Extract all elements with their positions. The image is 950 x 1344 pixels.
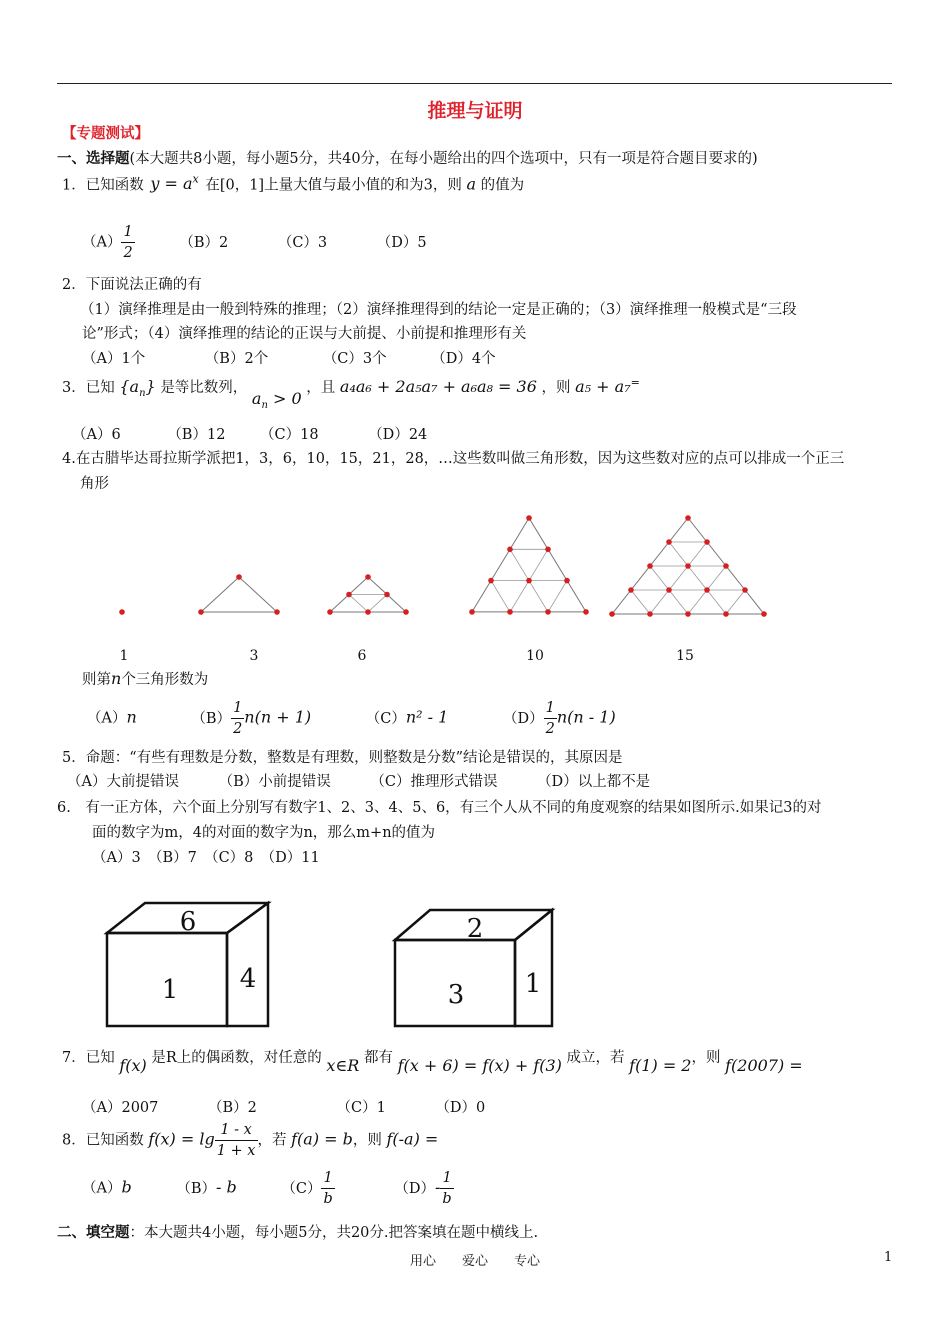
q3-t2: ，且 [306,380,336,396]
triangle-dot [274,609,280,615]
cube-1-front-number: 1 [161,975,179,1005]
q3-seq-close: } [145,377,156,396]
triangle-lattice-line [368,595,387,613]
q7-t3: 成立，若 [566,1050,625,1066]
triangle-labels [120,648,694,664]
q2-options [82,347,496,368]
q8-option-d-sign: - [435,1177,441,1197]
q3-option-b: （B）12 [167,427,226,443]
q8-d-den: b [442,1191,452,1207]
q1-option-a-frac [121,222,134,263]
q3-seq-a: {a [119,377,140,396]
triangle-lattice-line [669,542,726,614]
q2-option-a: （A）1个 [82,351,146,367]
q3-option-c: （C）18 [260,427,319,443]
triangle-dot [647,563,653,569]
triangle-dot [685,515,691,521]
cube-2-top-number: 2 [466,914,484,944]
q1-options [82,222,427,263]
q4-option-a-expr: n [126,707,137,727]
q1-frac-num: 1 [121,222,134,243]
triangle-dot [365,574,371,580]
q7-t2: 都有 [363,1050,393,1066]
q1-formula [150,174,198,193]
question-7 [62,1046,803,1075]
q5-option-a: （A）大前提错误 [67,774,179,790]
q7-t1: 是R上的偶函数，对任意的 [151,1050,322,1066]
q4-b-den: 2 [233,721,243,737]
triangle-lattice-line [491,581,510,612]
triangle-dot [365,609,371,615]
q8-option-b: （B） [176,1180,216,1197]
q4-line1: 4.在古腊毕达哥拉斯学派把1，3，6，10，15，21，28，…这些数叫做三角形数，因为这些数对应的点可以排成一个正三 [62,451,845,467]
q3-t1: 是等比数列， [160,380,248,396]
q4-d-den: 2 [545,721,555,737]
triangle-dot [704,539,710,545]
q1-frac-den: 2 [123,245,133,261]
q4-option-b: （B） [191,710,232,727]
q6-options: （A）3 （B）7 （C）8 （D）11 [92,850,320,866]
triangle-dot [666,587,672,593]
triangle-outline [472,518,586,612]
triangle-dot [704,587,710,593]
q3-cond-a: a [251,389,262,408]
q4-option-b-frac [231,698,244,739]
dot-triangles [119,515,767,617]
triangular-numbers-figure [0,500,950,670]
q4-ask [82,668,208,689]
q3-cond-rest: > 0 [267,389,302,408]
q1-formula-exp: x [192,173,199,186]
q7-ask: f(2007) = [725,1056,803,1075]
triangle-label-3: 3 [249,648,259,664]
triangle-dot [469,609,475,615]
question-3 [62,376,640,412]
q8-option-b-expr: - b [216,1177,237,1197]
triangle-dot [723,563,729,569]
part2-title: 二、填空题 [57,1224,130,1241]
q2-line1: （1）演绎推理是由一般到特殊的推理；（2）演绎推理得到的结论一定是正确的；（3）演绎推理一般模式是“三段 [80,302,797,318]
q5-option-c: （C）推理形式错误 [370,774,498,790]
cube-figures [0,895,950,1030]
triangle-dot [507,609,513,615]
q1-option-d: （D）5 [376,234,427,251]
q4-options [87,698,616,739]
q8-frac [215,1120,258,1161]
cube-2-side-number: 1 [524,969,542,999]
q2-option-d: （D）4个 [431,351,496,367]
triangle-label-10: 10 [526,648,544,664]
q4-option-a: （A） [87,710,127,727]
q8-lead: 8．已知函数 [62,1132,144,1149]
q7-f: f(x) [119,1056,147,1075]
q3-t3: ，则 [541,380,571,396]
triangle-lattice-line [548,581,567,612]
triangle-lattice-line [349,595,368,613]
triangle-dot [236,574,242,580]
q4-ask-lead: 则第 [82,672,111,688]
q7-lead: 7．已知 [62,1050,115,1066]
q3-ask: a₅ + a₇ [575,377,631,396]
part2-desc: ：本大题共4小题，每小题5分，共20分.把答案填在题中横线上. [129,1225,539,1241]
q3-option-d: （D）24 [368,427,428,443]
q1-option-b: （B）2 [179,234,229,251]
q3-equals: = [630,376,640,390]
q8-option-c-frac [321,1168,334,1209]
q3-cond [251,389,302,412]
q4-ask-var: n [111,669,122,688]
q5-option-b: （B）小前提错误 [218,774,331,790]
q3-options [72,423,427,444]
q7-x: x∈R [326,1056,360,1075]
q3-equation: a₄a₆ + 2a₅a₇ + a₆a₈ = 36 [339,377,537,396]
triangle-dot [761,611,767,617]
q8-d-num: 1 [440,1168,453,1189]
triangle-dot [198,609,204,615]
section-tag: 【专题测试】 [62,125,149,142]
cube-1-top-number: 6 [179,907,197,937]
q7-options [82,1096,485,1117]
triangle-dot [403,609,409,615]
q8-option-d-frac [440,1168,453,1209]
triangle-dot [327,609,333,615]
triangle-dot [583,609,589,615]
q1-mid: 在[0，1]上量大值与最小值的和为3，则 [205,177,462,194]
triangle-dot [628,587,634,593]
cube-2-front-number: 3 [447,980,465,1010]
q8-option-a: （A） [82,1180,122,1197]
q5-stem: 5．命题：“有些有理数是分数，整数是有理数，则整数是分数”结论是错误的，其原因是 [62,750,623,766]
q8-t1: ，若 [257,1132,287,1149]
q8-c-num: 1 [321,1168,334,1189]
q8-condition: f(a) = b [291,1129,353,1149]
triangle-dot [545,547,551,553]
q4-b-num: 1 [231,698,244,719]
q8-options [82,1168,454,1209]
header-rule [57,83,892,84]
q6-line2: 面的数字为m，4的对面的数字为n，那么m+n的值为 [92,825,436,841]
triangle-dot [564,578,570,584]
part1-title: 一、选择题 [57,150,130,167]
q2-stem: 2．下面说法正确的有 [62,277,202,293]
q4-option-c: （C） [365,710,406,727]
q5-option-d: （D）以上都不是 [537,774,651,790]
triangle-label-1: 1 [119,648,129,664]
triangle-dot [685,611,691,617]
triangle-dot [723,611,729,617]
q8-fx: f(x) = lg [148,1129,215,1149]
triangle-dot [526,578,532,584]
q8-c-den: b [323,1191,333,1207]
q3-seq [119,377,156,400]
q8-ask: f(-a) = [386,1129,439,1149]
triangle-dot [742,587,748,593]
q3-option-a: （A）6 [72,427,121,443]
q3-seq-sub: n [139,388,146,400]
part1-heading [57,147,758,168]
triangle-dot [507,547,513,553]
part1-desc: (本大题共8小题，每小题5分，共40分，在每小题给出的四个选项中，只有一项是符合题目要求的) [129,151,758,167]
triangle-dot [666,539,672,545]
q4-option-d-frac [544,698,557,739]
q4-d-num: 1 [544,698,557,719]
q8-option-c: （C） [281,1180,322,1197]
triangle-outline [201,577,277,612]
cube-2-numbers [448,914,542,1010]
triangle-lattice-line [726,590,745,614]
q7-option-c: （C）1 [336,1100,386,1116]
q4-option-d-expr: n(n - 1) [556,707,616,727]
q7-condition: f(1) = 2 [629,1056,692,1075]
triangle-dot [346,592,352,598]
q3-lead: 3．已知 [62,380,115,396]
q7-equation: f(x + 6) = f(x) + f(3) [397,1056,562,1075]
q4-option-d: （D） [502,710,544,727]
triangle-dot [609,611,615,617]
triangle-dot [384,592,390,598]
q7-option-a: （A）2007 [82,1100,159,1116]
footer-center: 用心 爱心 专心 [409,1254,540,1269]
cube-1-side-number: 4 [239,964,257,994]
triangle-dot [647,611,653,617]
q2-option-b: （B）2个 [204,351,269,367]
q8-frac-num: 1 - x [215,1120,258,1141]
triangle-dot [119,609,125,615]
q7-t4: ，则 [691,1050,721,1066]
q8-frac-den: 1 + x [216,1143,256,1159]
q4-option-b-expr: n(n + 1) [244,707,312,727]
triangle-lattice-line [650,542,707,614]
q1-var: a [466,174,476,194]
q8-option-d: （D） [394,1180,435,1197]
part2-heading [57,1221,538,1242]
q4-line2: 角形 [80,476,109,492]
q4-ask-tail: 个三角形数为 [121,672,209,688]
q8-t2: ，则 [352,1132,382,1149]
q5-options [67,770,650,791]
q1-tail: 的值为 [480,177,525,194]
q8-option-a-expr: b [121,1177,132,1197]
q6-line1: 6. 有一正方体，六个面上分别写有数字1、2、3、4、5、6，有三个人从不同的角度观察的结果如图所示.如果记3的对 [57,800,822,816]
triangle-dot [545,609,551,615]
question-1 [62,173,524,194]
page-number: 1 [884,1250,893,1265]
q3-cond-sub: n [261,400,268,412]
q7-option-b: （B）2 [207,1100,257,1116]
q1-lead: 1．已知函数 [62,177,144,194]
triangle-dot [488,578,494,584]
q2-line2: 论”形式；（4）演绎推理的结论的正误与大前提、小前提和推理形有关 [82,326,527,342]
q1-formula-base: y = a [150,174,193,194]
triangle-lattice-line [631,590,650,614]
q4-option-c-expr: n² - 1 [405,707,449,727]
cube-2-side [515,910,552,1026]
q7-option-d: （D）0 [435,1100,486,1116]
q1-option-c: （C）3 [277,234,328,251]
page-title: 推理与证明 [427,100,523,122]
q1-option-a: （A） [82,234,122,251]
triangle-label-6: 6 [357,648,367,664]
triangle-dot [526,515,532,521]
triangle-label-15: 15 [676,648,694,664]
triangle-dot [685,563,691,569]
question-8 [62,1120,438,1161]
q2-option-c: （C）3个 [322,351,387,367]
